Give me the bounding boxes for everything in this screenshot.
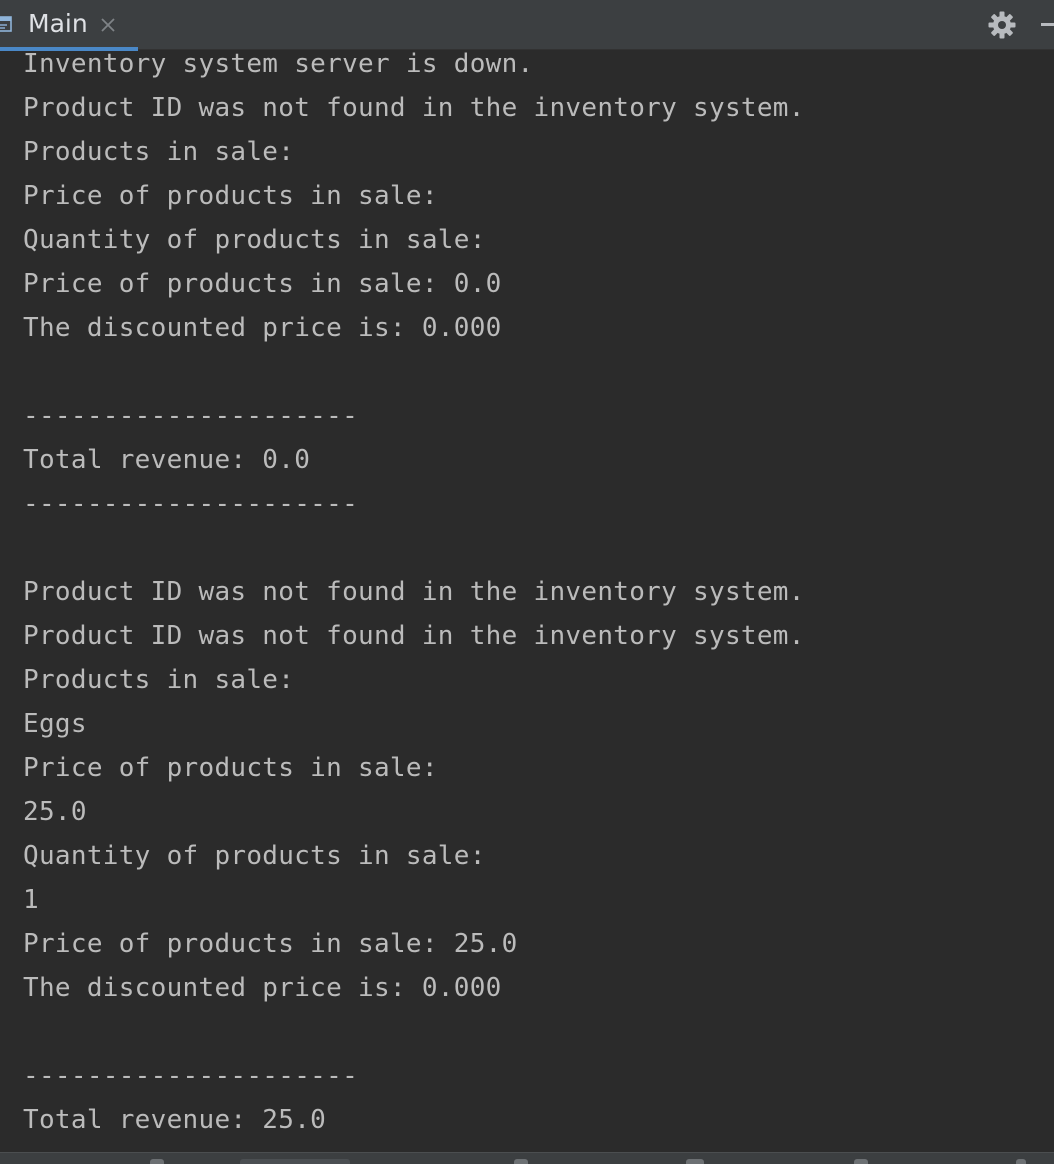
console-line (23, 1019, 1054, 1063)
tab-main[interactable] (0, 0, 138, 50)
console-line: Eggs (23, 709, 87, 739)
console-line: Product ID was not found in the inventory system. (23, 577, 805, 607)
tool-strip-button[interactable] (854, 1159, 868, 1164)
tool-strip-button[interactable] (686, 1159, 704, 1164)
tool-strip-button[interactable] (1016, 1159, 1026, 1164)
console-line (23, 359, 1054, 403)
console-line: Total revenue: 25.0 (23, 1105, 327, 1135)
minimize-icon[interactable] (1041, 23, 1054, 26)
console-line: Quantity of products in sale: (23, 841, 486, 871)
tool-strip-button[interactable] (514, 1159, 528, 1164)
console-line: --------------------- (23, 489, 359, 519)
console-line: Quantity of products in sale: (23, 225, 486, 255)
console-line: 25.0 (23, 797, 87, 827)
console-line: Inventory system server is down. (23, 50, 534, 79)
console-line: Total revenue: 0.0 (23, 445, 311, 475)
tool-strip-button[interactable] (240, 1159, 350, 1164)
console-line: Price of products in sale: 25.0 (23, 929, 518, 959)
console-line: Price of products in sale: 0.0 (23, 269, 502, 299)
console-line: --------------------- (23, 1061, 359, 1091)
tab-title: Main (28, 9, 88, 38)
console-line: Products in sale: (23, 665, 295, 695)
console-window-icon (0, 15, 12, 33)
console-line: Price of products in sale: (23, 181, 438, 211)
console-line: The discounted price is: 0.000 (23, 313, 502, 343)
tool-strip-button[interactable] (150, 1159, 164, 1164)
bottom-tool-strip (0, 1152, 1054, 1164)
console-line: Product ID was not found in the inventory system. (23, 93, 805, 123)
console-line: --------------------- (23, 401, 359, 431)
tab-bar (0, 0, 1054, 50)
console-line: Product ID was not found in the inventory system. (23, 621, 805, 651)
console-line (23, 535, 1054, 579)
close-icon[interactable] (98, 15, 118, 35)
console-output[interactable] (0, 50, 1054, 1152)
console-line: 1 (23, 885, 39, 915)
gear-icon[interactable] (987, 10, 1017, 40)
console-line: The discounted price is: 0.000 (23, 973, 502, 1003)
console-line: Price of products in sale: (23, 753, 438, 783)
console-line: Products in sale: (23, 137, 295, 167)
